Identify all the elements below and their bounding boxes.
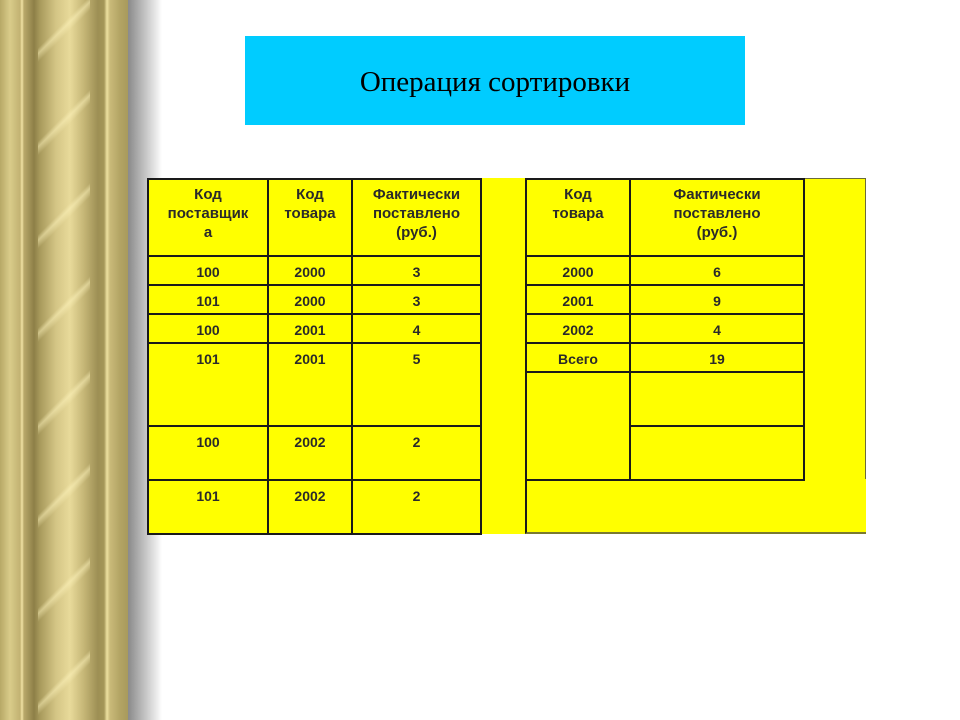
header-line: Код (564, 186, 592, 203)
decorative-column-twist (38, 0, 90, 720)
title-banner (245, 36, 745, 125)
header-line: Код (296, 186, 324, 203)
slide-title: Операция сортировки (359, 66, 631, 98)
left-cell: 3 (351, 284, 482, 315)
right-empty-cell (629, 371, 805, 427)
left-cell: 101 (147, 342, 269, 427)
right-cell: 6 (629, 255, 805, 286)
separator-strip (482, 178, 525, 534)
left-cell: 2001 (267, 313, 353, 344)
left-cell: 3 (351, 255, 482, 286)
left-cell: 2002 (267, 425, 353, 481)
right-empty-cell (629, 425, 805, 481)
left-cell: 2 (351, 425, 482, 481)
right-total-label: Всего (525, 342, 631, 373)
header-line: а (203, 224, 213, 241)
left-header-supplier-code (147, 178, 269, 257)
right-cell: 2001 (525, 284, 631, 315)
left-cell: 2 (351, 479, 482, 535)
header-line: (руб.) (696, 224, 738, 241)
right-total-value: 19 (629, 342, 805, 373)
right-cell: 2002 (525, 313, 631, 344)
right-cell: 9 (629, 284, 805, 315)
left-cell: 101 (147, 479, 269, 535)
left-cell: 4 (351, 313, 482, 344)
right-cell: 2000 (525, 255, 631, 286)
header-line: товара (552, 205, 604, 222)
left-header-delivered (351, 178, 482, 257)
bottom-strip (525, 479, 866, 534)
left-cell: 100 (147, 313, 269, 344)
right-header-product-code (525, 178, 631, 257)
left-cell: 2000 (267, 255, 353, 286)
left-cell: 2000 (267, 284, 353, 315)
header-line: (руб.) (396, 224, 437, 241)
left-cell: 100 (147, 425, 269, 481)
right-empty-cell (525, 371, 631, 481)
right-header-delivered (629, 178, 805, 257)
left-cell: 100 (147, 255, 269, 286)
header-line: поставлено (673, 205, 761, 222)
left-header-product-code (267, 178, 353, 257)
header-line: Фактически (673, 186, 761, 203)
left-cell: 5 (351, 342, 482, 427)
left-cell: 2002 (267, 479, 353, 535)
left-cell: 101 (147, 284, 269, 315)
left-cell: 2001 (267, 342, 353, 427)
header-line: поставлено (373, 205, 460, 222)
header-line: товара (284, 205, 336, 222)
header-line: Фактически (372, 186, 461, 203)
right-cell: 4 (629, 313, 805, 344)
right-side-strip (803, 178, 866, 480)
header-line: поставщик (167, 205, 249, 222)
header-line: Код (194, 186, 222, 203)
